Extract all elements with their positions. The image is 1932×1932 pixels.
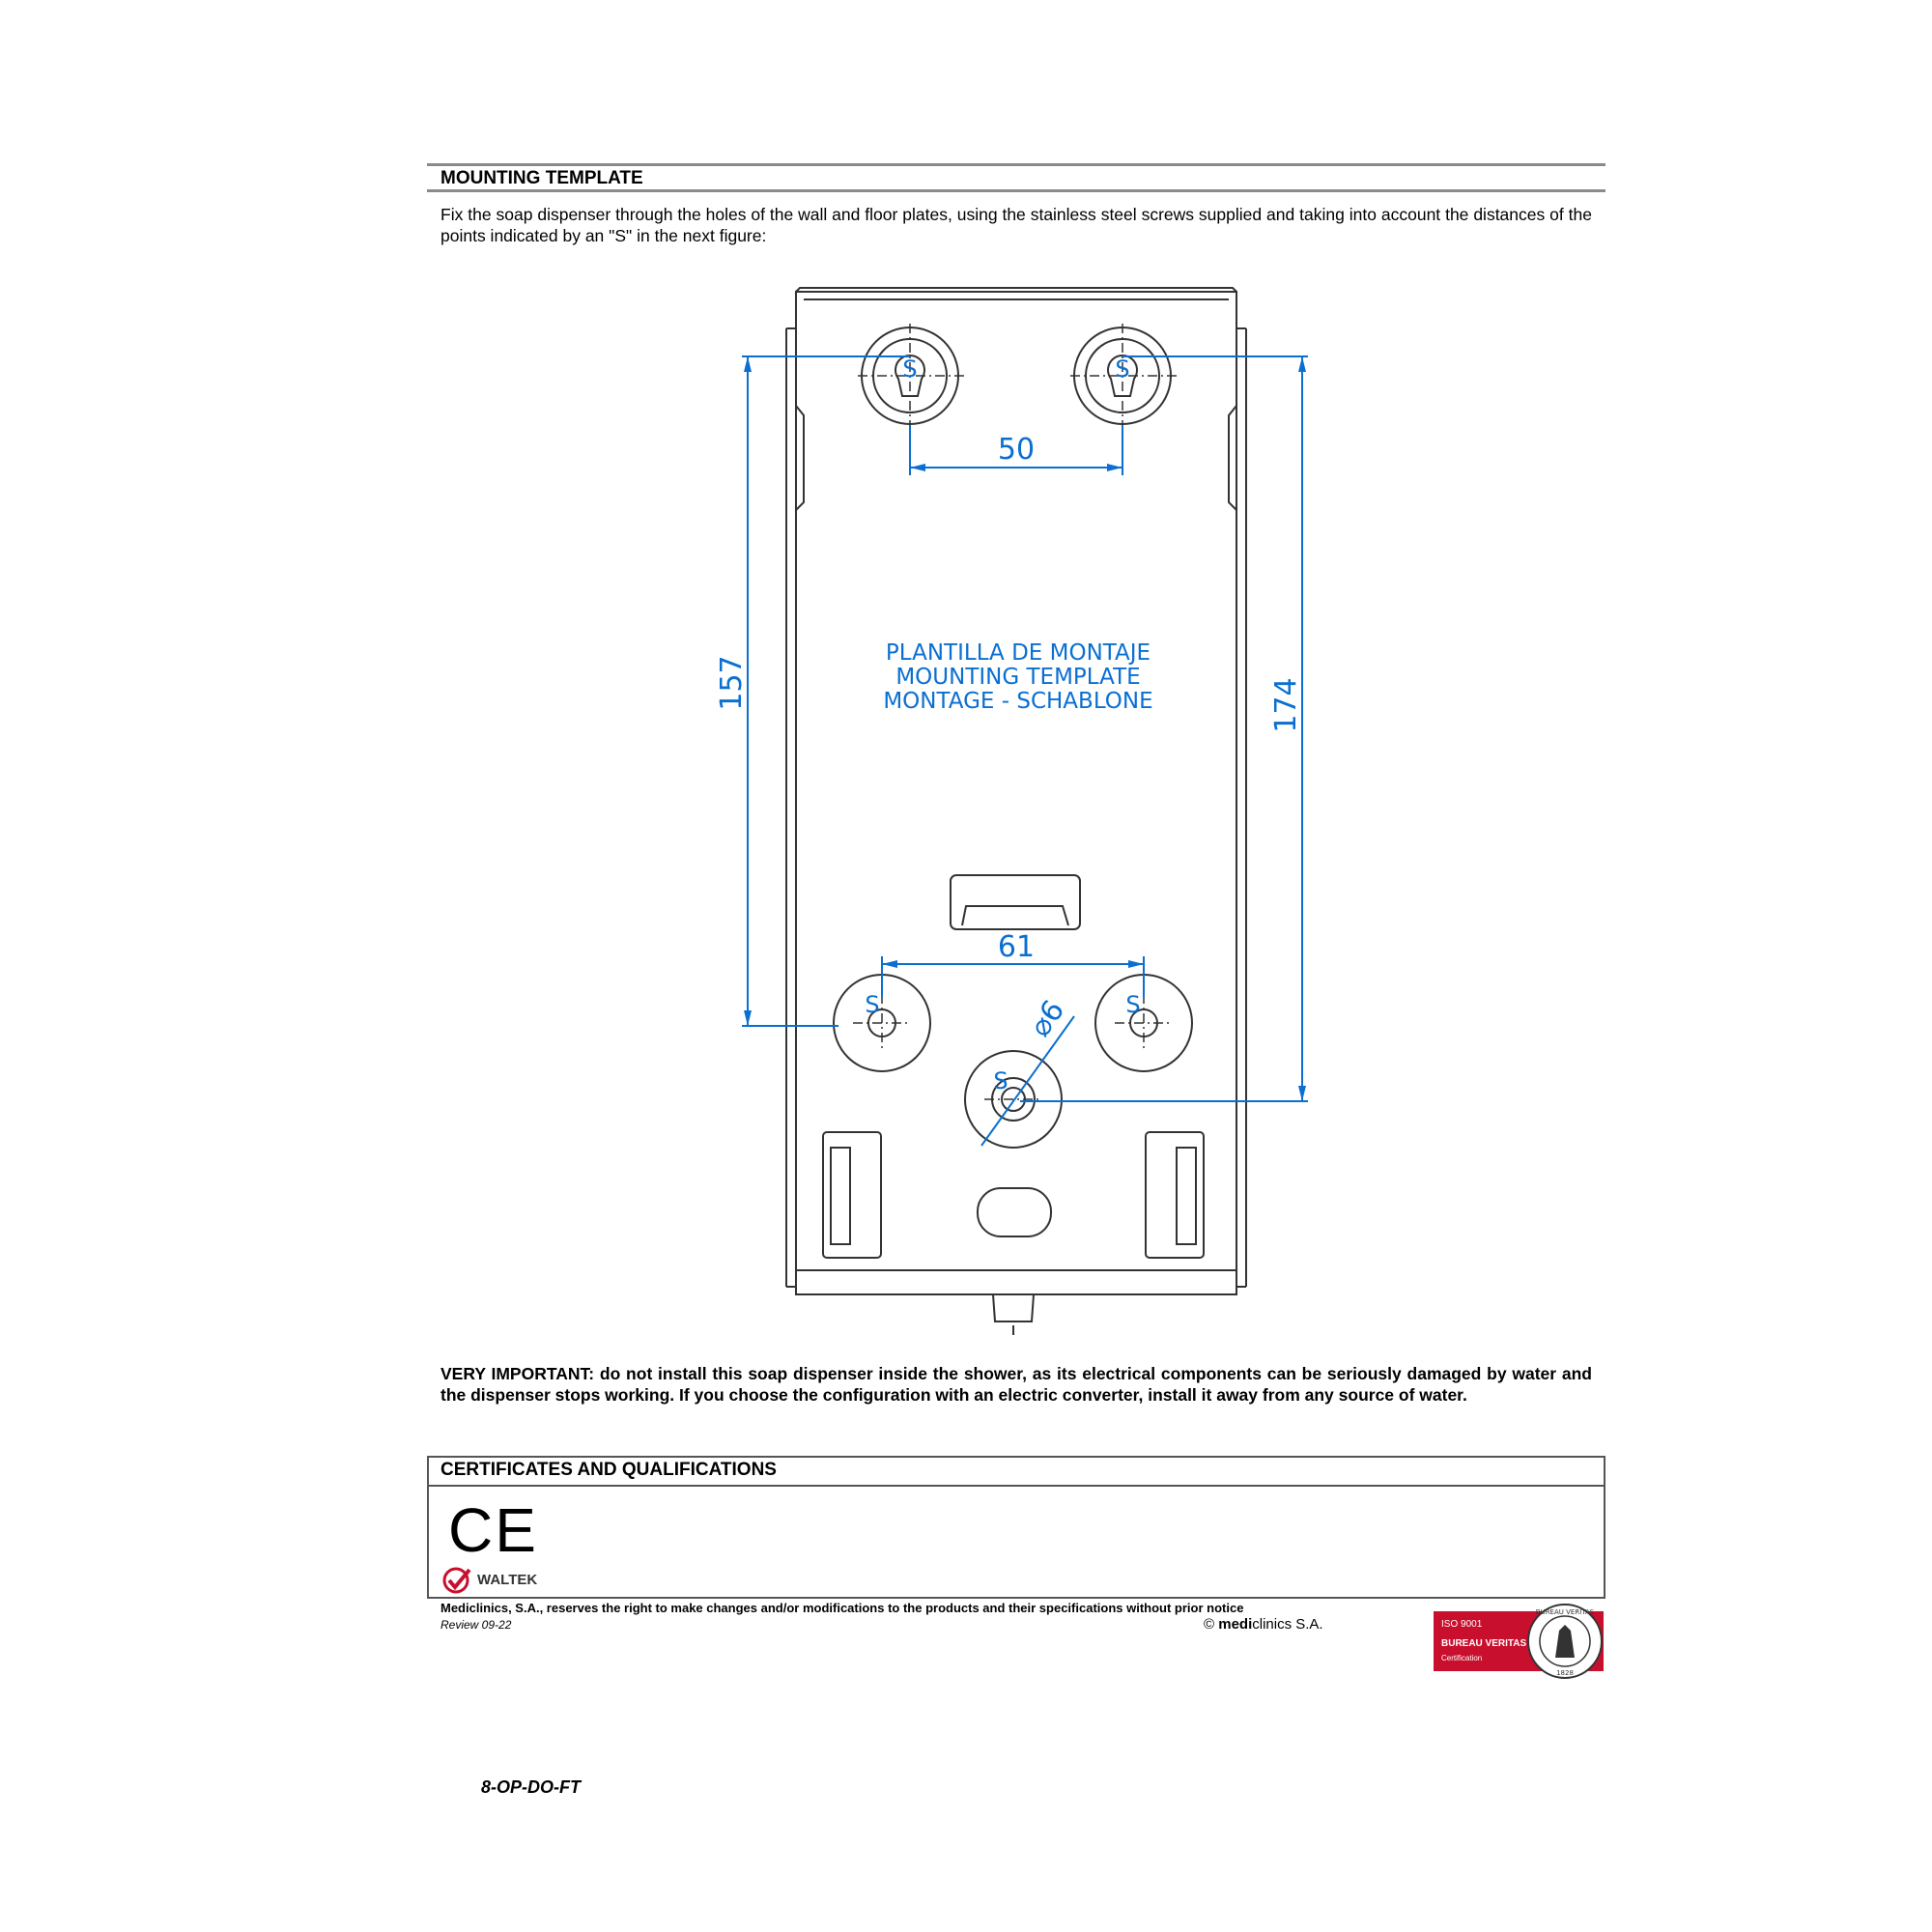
template-title-de: MONTAGE - SCHABLONE bbox=[883, 689, 1153, 714]
screw-marker-bottom-right: S bbox=[1125, 991, 1141, 1018]
copyright-brand-rest: clinics S.A. bbox=[1252, 1616, 1323, 1633]
copyright-brand-bold: medi bbox=[1218, 1616, 1253, 1633]
document-code: 8-OP-DO-FT bbox=[481, 1777, 581, 1797]
dimension-174-label: 174 bbox=[1269, 677, 1303, 733]
bureau-veritas-seal bbox=[1526, 1602, 1604, 1681]
ce-mark: CE bbox=[448, 1495, 538, 1565]
screw-marker-top-right: S bbox=[1115, 355, 1130, 383]
waltek-check-icon bbox=[442, 1566, 473, 1595]
warning-paragraph bbox=[440, 1363, 1592, 1406]
seal-year: 1828 bbox=[1556, 1669, 1574, 1677]
template-title-en: MOUNTING TEMPLATE bbox=[895, 665, 1141, 690]
template-title-es: PLANTILLA DE MONTAJE bbox=[885, 640, 1151, 666]
lower-oval bbox=[978, 1188, 1051, 1236]
waltek-logo bbox=[442, 1566, 538, 1593]
seal-ring-text: BUREAU VERITAS bbox=[1535, 1608, 1595, 1616]
waltek-text: WALTEK bbox=[477, 1572, 538, 1588]
mounting-heading-text: MOUNTING TEMPLATE bbox=[440, 168, 643, 188]
certificates-heading bbox=[429, 1458, 1604, 1487]
centre-tab bbox=[951, 875, 1080, 929]
certificates-heading-text: CERTIFICATES AND QUALIFICATIONS bbox=[440, 1460, 777, 1480]
dimension-157-label: 157 bbox=[715, 655, 749, 711]
copyright-prefix: © bbox=[1204, 1616, 1219, 1633]
dimension-diameter-label: ⌀6 bbox=[1023, 994, 1072, 1043]
warning-text: do not install this soap dispenser inside the shower, as its electrical components can be seriously damaged by water and the dispenser stops working. If you choose the configuration with an electric converter, install it away from any source of water. bbox=[440, 1364, 1592, 1405]
certificates-box bbox=[427, 1456, 1605, 1599]
badge-iso: ISO 9001 bbox=[1441, 1619, 1483, 1630]
mounting-instructions: Fix the soap dispenser through the holes of the wall and floor plates, using the stainless steel screws supplied and taking into account the distances of the points indicated by an "S" in the next figure: bbox=[440, 205, 1592, 245]
review-label: Review 09-22 bbox=[440, 1618, 512, 1632]
screw-marker-bottom-centre: S bbox=[993, 1067, 1009, 1094]
screw-marker-top-left: S bbox=[902, 355, 918, 383]
badge-company: BUREAU VERITAS bbox=[1441, 1638, 1527, 1649]
badge-sub: Certification bbox=[1441, 1654, 1483, 1662]
dimension-50-label: 50 bbox=[997, 433, 1036, 467]
bureau-veritas-badge bbox=[1434, 1608, 1604, 1677]
dimension-61-label: 61 bbox=[997, 930, 1036, 964]
footer-notice: Mediclinics, S.A., reserves the right to make changes and/or modifications to the products and their specifications without prior notice bbox=[440, 1601, 1244, 1615]
screw-marker-bottom-left: S bbox=[865, 991, 880, 1018]
warning-label: VERY IMPORTANT: bbox=[440, 1364, 595, 1383]
copyright bbox=[1204, 1616, 1323, 1633]
